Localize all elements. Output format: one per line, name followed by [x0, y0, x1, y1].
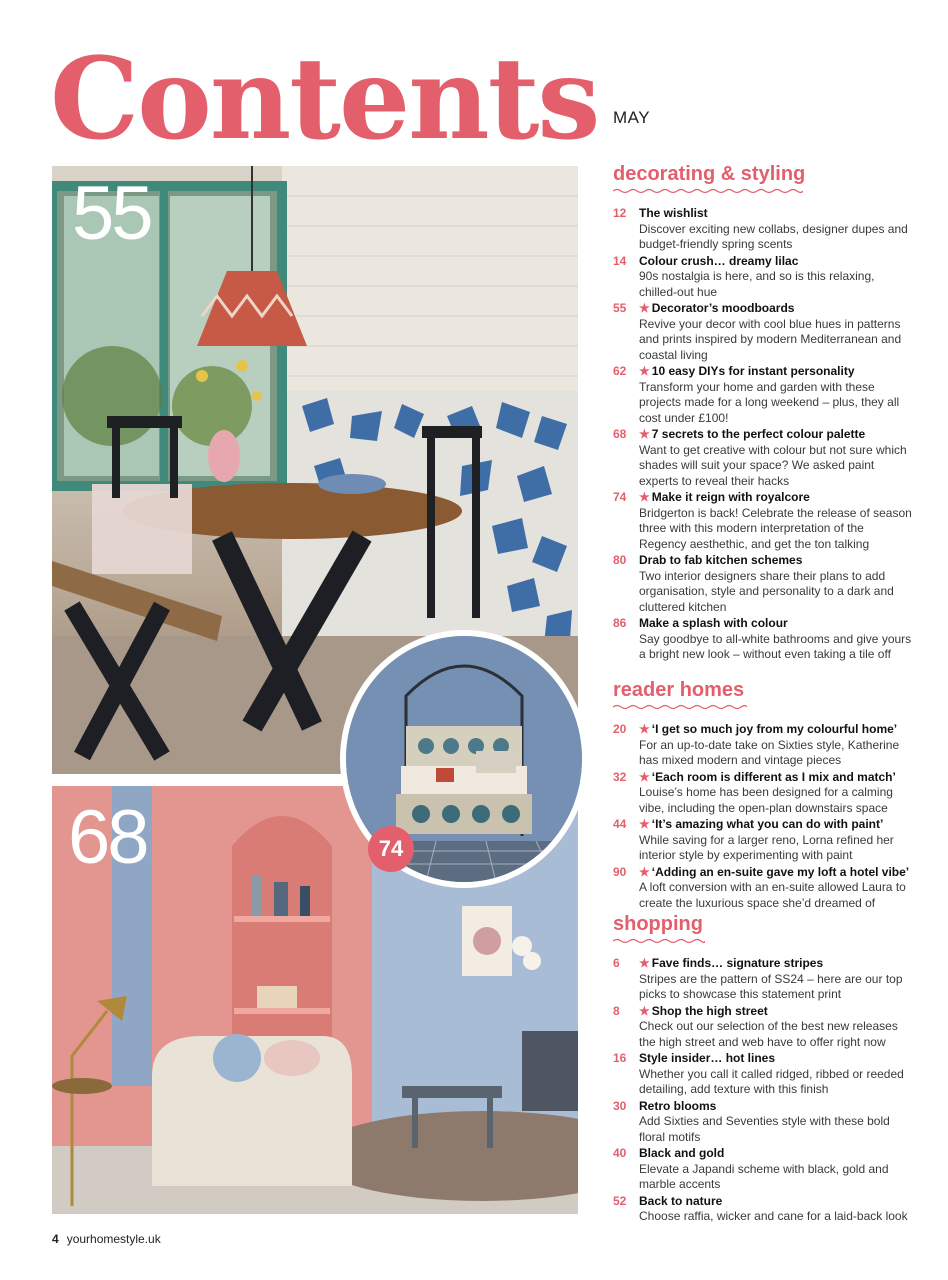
- entry-description: Want to get creative with colour but not sure which shades will suit your space? We asked paint experts to reveal their hacks: [639, 442, 907, 488]
- page-title: Contents: [50, 34, 599, 165]
- entry-description: Transform your home and garden with these projects made for a long weekend – plus, they all cost under £100!: [639, 379, 900, 425]
- entry-headline: [639, 301, 913, 317]
- entry-page-number: 55: [613, 301, 627, 315]
- star-icon: ★: [639, 364, 650, 378]
- contents-entry[interactable]: [613, 1051, 913, 1098]
- section-shopping: [613, 912, 913, 1225]
- entry-description: Say goodbye to all-white bathrooms and give yours a bright new look – without even taking a tile off: [639, 631, 912, 661]
- entry-headline-text: ‘I get so much joy from my colourful home’: [651, 722, 898, 736]
- contents-entry[interactable]: [613, 956, 913, 1003]
- entry-headline-text: Style insider… hot lines: [639, 1051, 776, 1065]
- entry-headline: [639, 364, 913, 380]
- entry-page-number: 32: [613, 769, 627, 784]
- entry-headline: [639, 1004, 913, 1020]
- entry-headline-text: Make it reign with royalcore: [651, 490, 810, 504]
- contents-entry[interactable]: [613, 1146, 913, 1193]
- section-decorating-styling: [613, 162, 913, 663]
- contents-entry[interactable]: [613, 301, 913, 363]
- entry-headline: [639, 616, 913, 632]
- entry-description: Louise’s home has been designed for a calming vibe, including the open-plan downstairs space: [639, 785, 893, 815]
- contents-entry[interactable]: [613, 1099, 913, 1146]
- entry-page-number: 30: [613, 1098, 627, 1113]
- entry-headline-text: Black and gold: [639, 1146, 725, 1160]
- star-icon: ★: [639, 301, 650, 315]
- entry-headline-text: Retro blooms: [639, 1098, 717, 1113]
- contents-entry[interactable]: [613, 1004, 913, 1051]
- entry-description: Revive your decor with cool blue hues in patterns and prints inspired by modern Mediterranean and coastal living: [639, 316, 902, 362]
- entry-description: Choose raffia, wicker and cane for a laid-back look: [639, 1209, 908, 1223]
- star-icon: ★: [639, 769, 650, 784]
- entry-headline: [639, 1099, 913, 1115]
- entry-headline: [639, 1194, 913, 1210]
- star-icon: ★: [639, 956, 650, 970]
- entry-page-number: 20: [613, 722, 627, 736]
- issue-month: MAY: [613, 108, 651, 127]
- entry-headline-text: Decorator’s moodboards: [651, 301, 795, 315]
- entry-headline-text: Make a splash with colour: [639, 616, 788, 630]
- contents-entry[interactable]: [613, 254, 913, 301]
- contents-entry[interactable]: [613, 817, 913, 864]
- contents-entry[interactable]: [613, 364, 913, 426]
- entry-headline: [639, 722, 913, 738]
- entry-description: Discover exciting new collabs, designer dupes and budget-friendly spring scents: [639, 221, 908, 251]
- entry-headline: [639, 427, 913, 443]
- contents-entry[interactable]: [613, 206, 913, 253]
- entry-page-number: 44: [613, 817, 627, 831]
- contents-entry[interactable]: [613, 616, 913, 663]
- star-icon: ★: [639, 1003, 650, 1018]
- entry-page-number: 6: [613, 956, 620, 970]
- entry-description: A loft conversion with an en-suite allowed Laura to create the luxurious space she’d dreamed of: [639, 880, 906, 910]
- entry-description: While saving for a larger reno, Lorna refined her interior style by experimenting with paint: [639, 832, 894, 862]
- page-footer: [52, 1232, 161, 1246]
- entry-page-number: 40: [613, 1146, 627, 1160]
- entry-headline-text: Shop the high street: [651, 1003, 768, 1018]
- entry-description: Whether you call it called ridged, ribbed or reeded detailing, add texture with this finish: [639, 1066, 904, 1096]
- entry-headline: [639, 1146, 913, 1162]
- entry-page-number: 12: [613, 206, 627, 220]
- entry-headline: [639, 254, 913, 270]
- entry-page-number: 16: [613, 1051, 627, 1065]
- entry-headline-text: The wishlist: [639, 206, 708, 220]
- footer-site: yourhomestyle.uk: [66, 1232, 161, 1246]
- squiggle-divider: [613, 188, 803, 194]
- photo-68-label: 68: [68, 795, 147, 880]
- photo-55-label: 55: [72, 171, 151, 256]
- entry-headline: [639, 1051, 913, 1067]
- section-title: reader homes: [613, 679, 745, 701]
- footer-page-number: 4: [52, 1232, 59, 1246]
- contents-entry[interactable]: [613, 770, 913, 817]
- contents-entry[interactable]: [613, 865, 913, 912]
- photo-74-label: 74: [368, 826, 414, 872]
- star-icon: ★: [639, 817, 650, 831]
- squiggle-divider: [613, 938, 705, 944]
- entry-page-number: 68: [613, 427, 627, 441]
- star-icon: ★: [639, 490, 650, 504]
- section-title: shopping: [613, 913, 703, 935]
- entry-page-number: 90: [613, 864, 627, 879]
- entry-headline-text: Back to nature: [639, 1193, 723, 1208]
- section-reader-homes: [613, 678, 913, 911]
- entry-page-number: 86: [613, 616, 627, 630]
- star-icon: ★: [639, 427, 650, 441]
- entry-headline: [639, 206, 913, 222]
- contents-entry[interactable]: [613, 427, 913, 489]
- contents-entry[interactable]: [613, 722, 913, 769]
- entry-headline: [639, 956, 913, 972]
- squiggle-divider: [613, 704, 747, 710]
- entry-description: Two interior designers share their plans to add organisation, style and personality to a dark and cluttered kitchen: [639, 568, 894, 614]
- entry-headline-text: 10 easy DIYs for instant personality: [651, 364, 855, 378]
- entry-description: Stripes are the pattern of SS24 – here are our top picks to showcase this statement print: [639, 971, 903, 1001]
- entry-description: For an up-to-date take on Sixties style, Katherine has mixed modern and vintage pieces: [639, 737, 900, 767]
- entry-headline-text: 7 secrets to the perfect colour palette: [651, 427, 866, 441]
- entry-headline-text: ‘It’s amazing what you can do with paint’: [651, 817, 884, 831]
- entry-description: 90s nostalgia is here, and so is this relaxing, chilled-out hue: [639, 269, 875, 299]
- contents-entry[interactable]: [613, 490, 913, 552]
- section-title: decorating & styling: [613, 163, 806, 185]
- star-icon: ★: [639, 864, 650, 879]
- entry-headline: [639, 490, 913, 506]
- entry-description: Bridgerton is back! Celebrate the release of season three with this modern interpretation of the Regency aesthethic, and get the ton talking: [639, 505, 912, 551]
- entry-headline-text: ‘Adding an en-suite gave my loft a hotel vibe’: [651, 864, 910, 879]
- contents-entry[interactable]: [613, 1194, 913, 1225]
- entry-page-number: 62: [613, 364, 627, 378]
- entry-page-number: 8: [613, 1003, 620, 1018]
- entry-headline-text: Colour crush… dreamy lilac: [639, 253, 799, 268]
- entry-page-number: 52: [613, 1193, 627, 1208]
- entry-headline-text: ‘Each room is different as I mix and match’: [651, 769, 896, 784]
- entry-headline-text: Fave finds… signature stripes: [651, 956, 824, 970]
- star-icon: ★: [639, 722, 650, 736]
- entry-headline: [639, 817, 913, 833]
- entry-headline: [639, 770, 913, 786]
- entry-description: Check out our selection of the best new releases the high street and web have to offer right now: [639, 1019, 898, 1049]
- entry-page-number: 14: [613, 253, 627, 268]
- entry-headline-text: Drab to fab kitchen schemes: [639, 553, 803, 567]
- entry-page-number: 80: [613, 553, 627, 567]
- entry-description: Add Sixties and Seventies style with these bold floral motifs: [639, 1114, 890, 1144]
- entry-page-number: 74: [613, 490, 627, 504]
- entry-headline: [639, 865, 913, 881]
- entry-headline: [639, 553, 913, 569]
- contents-entry[interactable]: [613, 553, 913, 615]
- entry-description: Elevate a Japandi scheme with black, gold and marble accents: [639, 1161, 889, 1191]
